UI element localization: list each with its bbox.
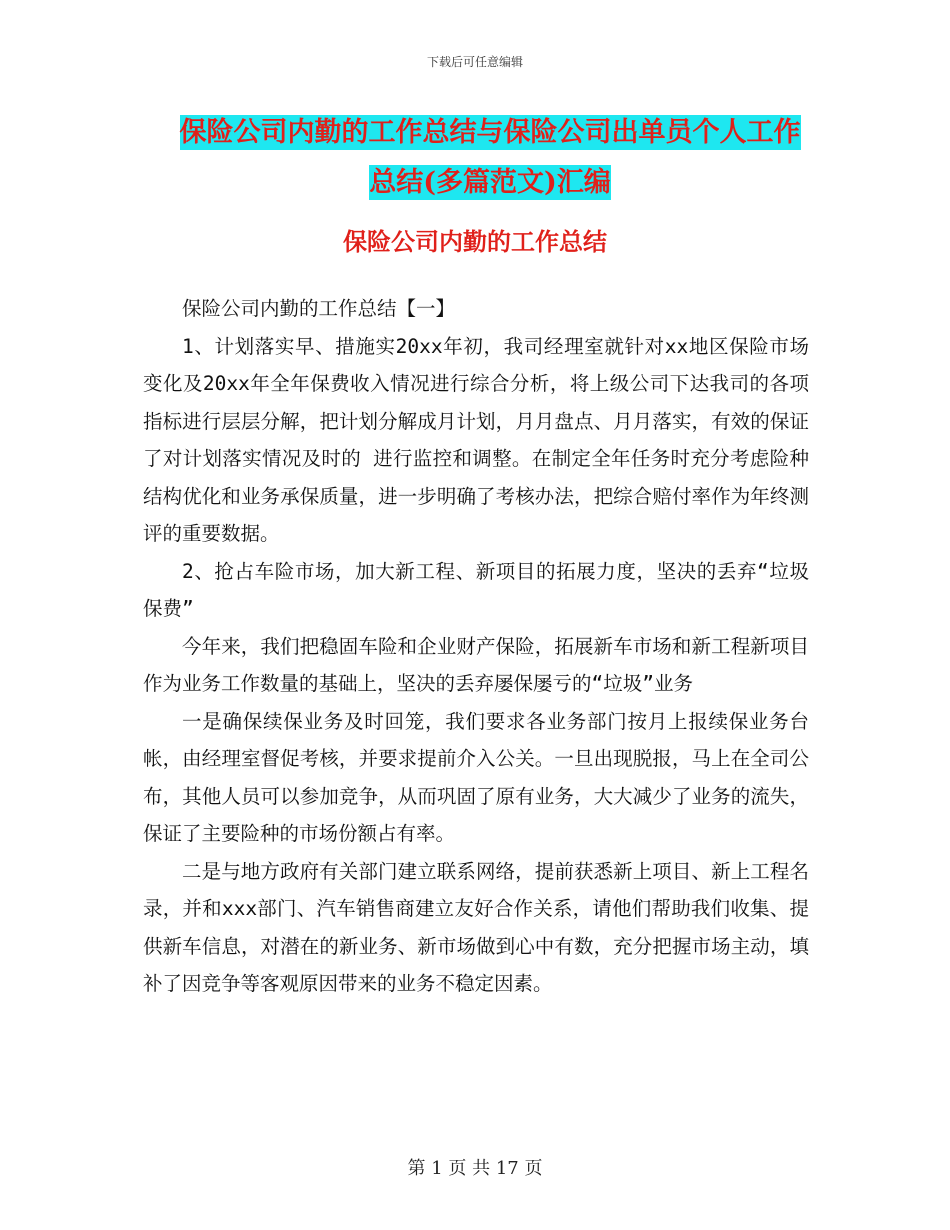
section-heading: 保险公司内勤的工作总结 — [343, 227, 607, 256]
paragraph: 二是与地方政府有关部门建立联系网络，提前获悉新上项目、新上工程名录，并和xxx部门、汽车销售商建立友好合作关系，请他们帮助我们收集、提供新车信息，对潜在的新业务、新市场做到心中有数，充分把握市场主动，填补了因竞争等客观原因带来的业务不稳定因素。 — [143, 859, 809, 995]
paragraph: 今年来，我们把稳固车险和企业财产保险，拓展新车市场和新工程新项目作为业务工作数量的基础上，坚决的丢弃屡保屡亏的“垃圾”业务 — [143, 634, 809, 695]
title-line-2: 总结(多篇范文)汇编 — [369, 167, 611, 198]
page-header: 下载后可任意编辑 — [426, 55, 523, 69]
body-content — [143, 290, 809, 1003]
paragraph: 一是确保续保业务及时回笼，我们要求各业务部门按月上报续保业务台帐，由经理室督促考核，并要求提前介入公关。一旦出现脱报，马上在全司公布，其他人员可以参加竞争，从而巩固了原有业务，大大减少了业务的流失，保证了主要险种的市场份额占有率。 — [143, 709, 809, 845]
paragraph: 2、抢占车险市场，加大新工程、新项目的拓展力度，坚决的丢弃“垃圾保费” — [143, 559, 809, 620]
document-title — [170, 108, 810, 208]
page-footer: 第 1 页 共 17 页 — [407, 1158, 543, 1179]
title-line-1: 保险公司内勤的工作总结与保险公司出单员个人工作 — [179, 117, 801, 148]
paragraph: 1、计划落实早、措施实20xx年初，我司经理室就针对xx地区保险市场变化及20xx年全年保费收入情况进行综合分析，将上级公司下达我司的各项指标进行层层分解，把计划分解成月计划，月月盘点、月月落实，有效的保证了对计划落实情况及时的 进行监控和调整。在制定全年任务时充分考虑险种结构优化和业务承保质量，进一步明确了考核办法，把综合赔付率作为年终测评的重要数据。 — [143, 334, 809, 545]
paragraph-section-label: 保险公司内勤的工作总结【一】 — [182, 297, 456, 320]
